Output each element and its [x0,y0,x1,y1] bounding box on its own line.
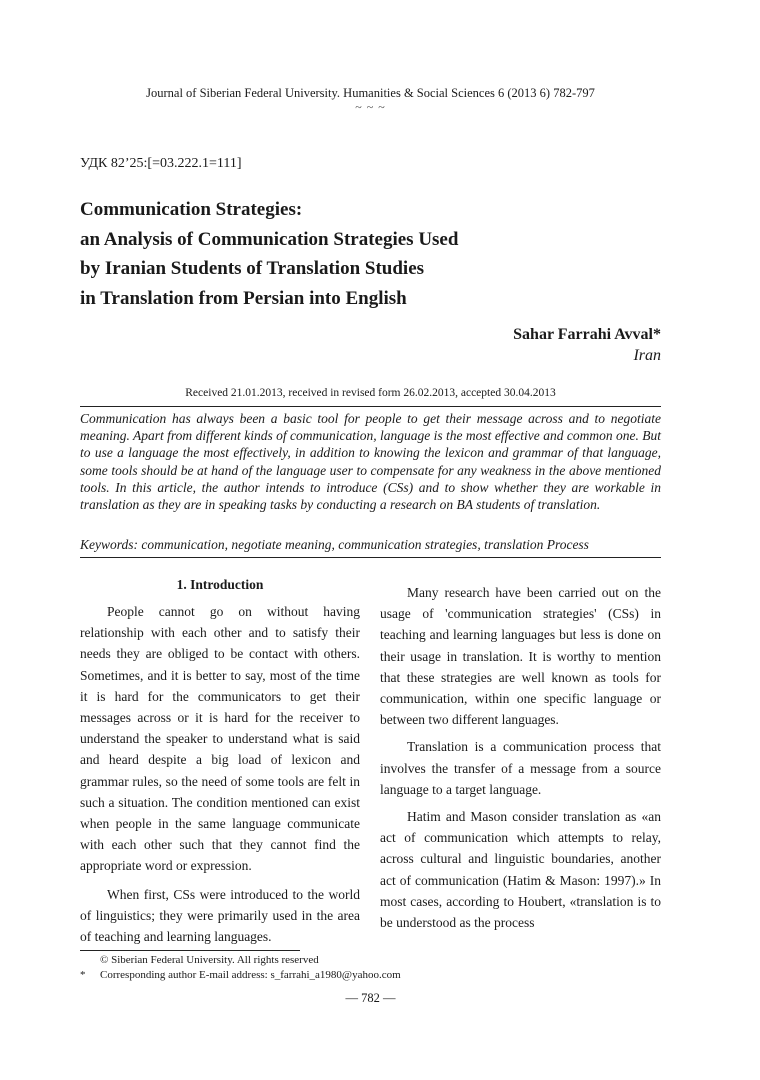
title-line-1: Communication Strategies: [80,199,303,220]
footnote-rule [80,950,300,951]
footnote-text: Corresponding author E-mail address: s_farrahi_a1980@yahoo.com [100,969,401,981]
footnote-corresponding-author [80,968,401,983]
keywords-bottom-rule [80,557,661,558]
author-country: Iran [633,347,661,364]
header-ornament: ~ ~ ~ [355,100,386,114]
left-column [80,574,360,947]
abstract: Communication has always been a basic tool for people to get their message across and to negotiate meaning. Apart from different kinds of communication, language is the most effective and common one. But to use a language the most effectively, in addition to knowing the lexicon and grammar of that language, some tools should be at hand of the language user to compensate for any weakness in the above mentioned tools. In this article, the author intends to introduce (CSs) and to show whether they are workable in translation as they are in speaking tasks by conducting a research on BA students of translation. [80,411,661,513]
paragraph: People cannot go on without having relationship with each other and to satisfy their needs they are obliged to be contact with others. Sometimes, and it is better to say, most of the time it is hard for the communicators to get their messages across or it is hard for the receiver to understand the speaker to understand what is said and heard despite a big load of lexicon and grammar rules, so the need of some tools are felt in such a situation. The condition mentioned can exist when people in the same language communicate with each other such that they cannot find the appropriate word or expression. [80,604,360,874]
title-line-4: in Translation from Persian into English [80,287,407,309]
paragraph: Translation is a communication process that involves the transfer of a message from a source language to a target language. [380,739,661,797]
author-name: Sahar Farrahi Avval* [513,326,661,343]
paragraph: Hatim and Mason consider translation as «an act of communication which attempts to relay, across cultural and linguistic boundaries, another act of communication (Hatim & Mason: 1997).» In most cases, according to Houbert, «translation is to be understood as the process [380,809,661,931]
footnote-text: © Siberian Federal University. All rights reserved [100,954,319,966]
footnote-copyright [80,953,401,968]
title-line-3: by Iranian Students of Translation Studies [80,258,425,279]
paper-page [80,0,661,1080]
paragraph: When first, CSs were introduced to the world of linguistics; they were primarily used in the area of teaching and learning languages. [80,886,360,945]
right-column [380,574,661,933]
footnotes [80,953,401,983]
received-dates: Received 21.01.2013, received in revised form 26.02.2013, accepted 30.04.2013 [185,387,556,399]
abstract-top-rule [80,406,661,407]
paragraph: Many research have been carried out on the usage of 'communication strategies' (CSs) in teaching and learning languages but less is done on their usage in translation. It is worthy to mention that these strategies are well known as tools for communication, within one specific language or between two different languages. [380,585,661,728]
footnote-mark: * [80,969,86,981]
keywords: Keywords: communication, negotiate meaning, communication strategies, translation Process [80,537,589,552]
udk-code: УДК 82’25:[=03.222.1=111] [80,156,242,171]
page-number: — 782 — [345,991,396,1005]
title-line-2: an Analysis of Communication Strategies Used [80,228,459,250]
section-heading: 1. Introduction [176,577,264,592]
journal-header: Journal of Siberian Federal University. Humanities & Social Sciences 6 (2013 6) 782-797 [146,86,595,100]
article-title [80,195,661,313]
